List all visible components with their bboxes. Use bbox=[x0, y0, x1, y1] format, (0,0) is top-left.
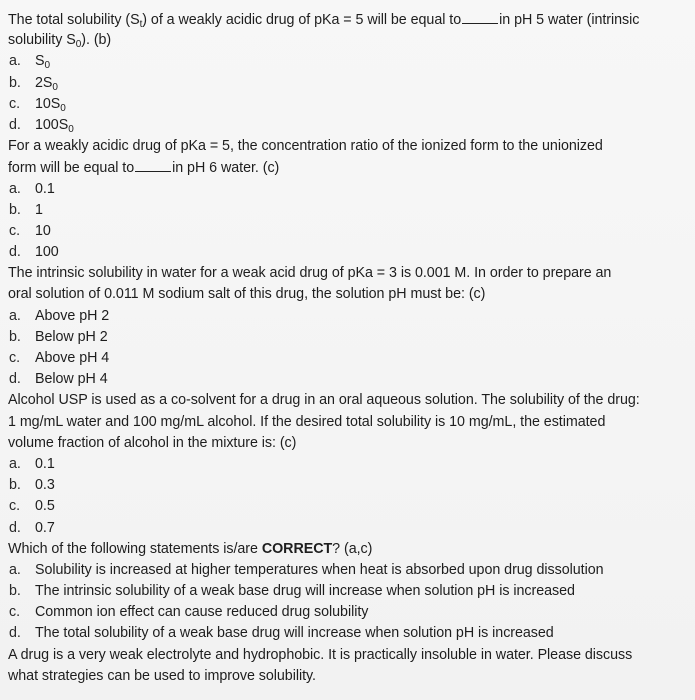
q5-option-a: a. Solubility is increased at higher temperatures when heat is absorbed upon drug dissolution bbox=[9, 561, 604, 578]
q3-option-b: b. Below pH 2 bbox=[9, 328, 108, 345]
q1-stem-line-1: The total solubility $(S_t)$ of a weakly acidic drug of pKa = 5 will be equal to in pH 5 water (intrinsic bbox=[8, 9, 687, 30]
q4-option-b: b. 0.3 bbox=[9, 477, 55, 494]
q4-option-d: d. 0.7 bbox=[9, 519, 55, 536]
q5-option-b: b. The intrinsic solubility of a weak base drug will increase when solution pH is increased bbox=[9, 583, 575, 600]
q3-option-c: c. Above pH 4 bbox=[9, 350, 110, 366]
q1-stem-line-2: solubility $S_0$). (b) bbox=[8, 32, 112, 51]
q5-stem-line-1: Which of the following statements is/are CORRECT? (a,c) bbox=[8, 540, 373, 557]
q4-stem-line-3: volume fraction of alcohol in the mixture is: (c) bbox=[8, 434, 297, 451]
q3-stem-line-2: oral solution of 0.011 M sodium salt of this drug, the solution pH must be: (c) bbox=[8, 286, 486, 303]
answer-blank bbox=[462, 9, 498, 24]
q3-option-a: a. Above pH 2 bbox=[9, 307, 110, 324]
q1-option-c: c. $10S_0$ bbox=[9, 95, 66, 114]
q5-option-c: c. Common ion effect can cause reduced drug solubility bbox=[9, 604, 369, 621]
q3-stem-line-1: The intrinsic solubility in water for a weak acid drug of pKa = 3 is 0.001 M. In order to prepare an bbox=[8, 265, 612, 282]
q4-option-a: a. 0.1 bbox=[9, 455, 55, 472]
q2-option-a: a. 0.1 bbox=[9, 180, 55, 197]
q4-stem-line-2: 1 mg/mL water and 100 mg/mL alcohol. If the desired total solubility is 10 mg/mL, the estimated bbox=[8, 413, 606, 430]
q5-option-d: d. The total solubility of a weak base drug will increase when solution pH is increased bbox=[9, 625, 554, 642]
q2-stem-line-1: For a weakly acidic drug of pKa = 5, the concentration ratio of the ionized form to the unionized bbox=[8, 138, 603, 155]
q2-option-d: d. 100 bbox=[9, 244, 59, 261]
q3-option-d: d. Below pH 4 bbox=[9, 371, 108, 388]
q2-option-b: b. 1 bbox=[9, 201, 43, 218]
q1-option-a: a. $S_0$ bbox=[9, 53, 51, 72]
q6-stem-line-1: A drug is a very weak electrolyte and hydrophobic. It is practically insoluble in water. Please discuss bbox=[8, 646, 633, 663]
q4-stem-line-1: Alcohol USP is used as a co-solvent for a drug in an oral aqueous solution. The solubility of the drug: bbox=[8, 392, 640, 409]
q6-stem-line-2: what strategies can be used to improve solubility. bbox=[8, 667, 316, 684]
q1-option-b: b. $2S_0$ bbox=[9, 74, 58, 93]
q2-option-c: c. 10 bbox=[9, 222, 51, 239]
q2-stem-line-2: form will be equal to in pH 6 water. (c) bbox=[8, 157, 687, 178]
answer-blank bbox=[135, 157, 171, 172]
q4-option-c: c. 0.5 bbox=[9, 498, 55, 515]
q1-option-d: d. $100S_0$ bbox=[9, 116, 74, 135]
